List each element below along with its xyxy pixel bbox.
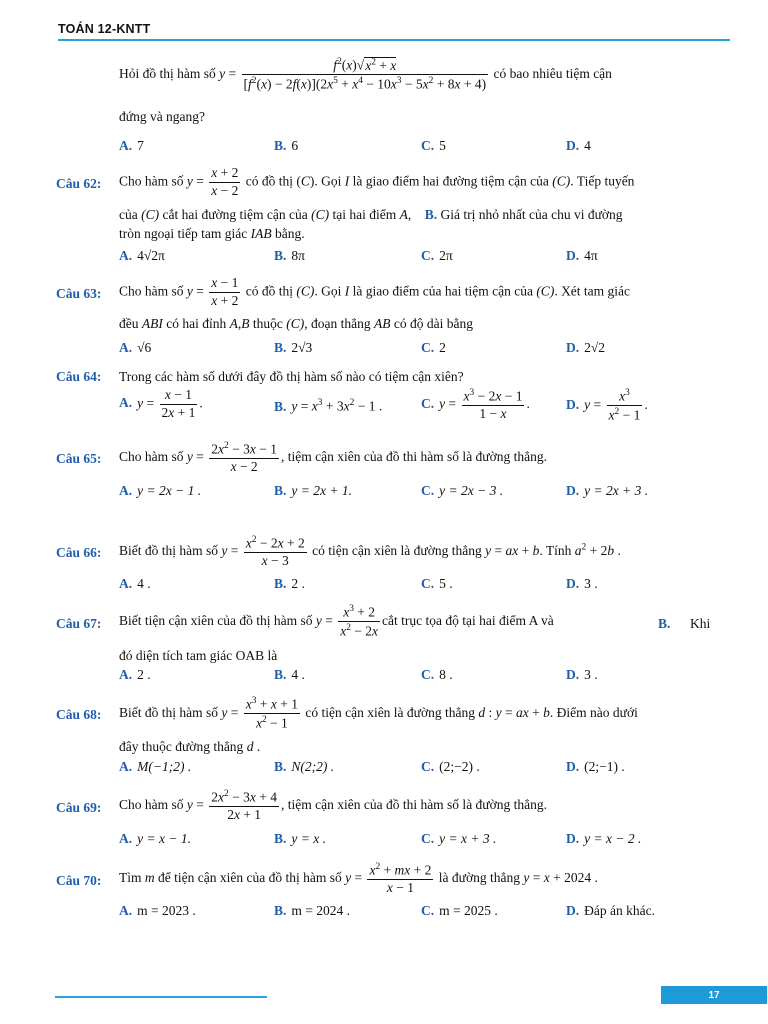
q64-option-a[interactable]: A. y = $\frac{x - 1}{2x + 1}$ . — [119, 387, 203, 420]
q65-label: Câu 65: — [56, 451, 102, 466]
q70-option-a[interactable]: A. m = 2023 . — [119, 903, 196, 918]
q66-option-d[interactable]: D. 3 . — [566, 576, 598, 591]
q67-options — [0, 667, 768, 687]
q67-stem-line2: đó diện tích tam giác OAB là — [119, 648, 278, 663]
q64-stem: Trong các hàm số dưới đây đồ thị hàm số nào có tiệm cận xiên? — [119, 369, 464, 384]
q63-option-c[interactable]: C. 2 — [421, 340, 446, 355]
q66-label: Câu 66: — [56, 545, 102, 560]
q64-option-d[interactable]: D. y = $\frac{x^3}{x^2 - 1}$ . — [566, 388, 648, 423]
q68-stem-line2: đây thuộc đường thẳng d . — [119, 739, 261, 754]
q61-stem: Hỏi đồ thị hàm số y = $\frac{f^2(x)√x^2 + x}{[f^2(x) - 2f(x)](2x^5 + x^4 - 10x^3 - 5x^2 + 8x + 4)}$ có bao nhiêu tiệm cận — [119, 57, 612, 92]
q61-option-a[interactable]: A. 7 — [119, 138, 144, 153]
q65-option-d[interactable]: D. y = 2x + 3 . — [566, 483, 649, 498]
q67-option-d[interactable]: D. 3 . — [566, 667, 598, 682]
q70-option-d[interactable]: D. Đáp án khác. — [566, 903, 655, 918]
q69-stem: Cho hàm số y = $\frac{2x^2 - 3x + 4}{2x + 1}$ , tiệm cận xiên của đồ thi hàm số là đường thẳng. — [119, 789, 548, 823]
q69-option-b[interactable]: B. y = x . — [274, 831, 326, 846]
q63-option-b[interactable]: B. 2√3 — [274, 340, 313, 355]
q62-option-a[interactable]: A. 4√2π — [119, 248, 165, 263]
q67-stem: Biết tiện cận xiên của đồ thị hàm số y = $\frac{x^3 + 2}{x^2 - 2x}$ cắt trục tọa độ tại hai điểm A và — [119, 604, 554, 639]
q61-function: $\frac{f^2(x)√x^2 + x}{[f^2(x) - 2f(x)](2x^5 + x^4 - 10x^3 - 5x^2 + 8x + 4)}$ — [243, 57, 487, 92]
q65-options — [0, 483, 768, 503]
q67-inline-khi: Khi — [690, 616, 711, 631]
q62-stem-line3: tròn ngoại tiếp tam giác IAB bằng. — [119, 226, 305, 241]
q69-option-a[interactable]: A. y = x − 1. — [119, 831, 191, 846]
q66-option-b[interactable]: B. 2 . — [274, 576, 305, 591]
q63-stem: Cho hàm số y = $\frac{x - 1}{x + 2}$ có đồ thị (C). Gọi I là giao điểm của hai tiệm cận của (C). Xét tam giác — [119, 275, 631, 308]
q67-option-b[interactable]: B. 4 . — [274, 667, 305, 682]
q62-option-d[interactable]: D. 4π — [566, 248, 598, 263]
q61-option-d[interactable]: D. 4 — [566, 138, 591, 153]
q68-label: Câu 68: — [56, 707, 102, 722]
q62-stem: Cho hàm số y = $\frac{x + 2}{x - 2}$ có đồ thị (C). Gọi I là giao điểm hai đường tiệm cận của (C). Tiếp tuyến — [119, 165, 635, 198]
q68-option-a[interactable]: A. M(−1;2) . — [119, 759, 192, 774]
q62-stem-line2: của (C) cắt hai đường tiệm cận của (C) tại hai điểm A, B. Giá trị nhỏ nhất của chu vi đường — [119, 207, 623, 222]
q62-option-c[interactable]: C. 2π — [421, 248, 453, 263]
q61-options — [0, 138, 768, 158]
q64-label: Câu 64: — [56, 369, 102, 384]
q68-option-b[interactable]: B. N(2;2) . — [274, 759, 335, 774]
footer-divider — [55, 996, 267, 998]
q62-options — [0, 248, 768, 268]
q68-stem: Biết đồ thị hàm số y = $\frac{x^3 + x + 1}{x^2 - 1}$ có tiện cận xiên là đường thẳng d : y = ax + b. Điểm nào dưới — [119, 696, 638, 731]
q67-label: Câu 67: — [56, 616, 102, 631]
q68-options — [0, 759, 768, 779]
q64-options — [0, 388, 768, 426]
q69-label: Câu 69: — [56, 800, 102, 815]
q63-label: Câu 63: — [56, 286, 102, 301]
q66-options — [0, 576, 768, 596]
q61-stem-line2: đứng và ngang? — [119, 109, 206, 124]
q67-option-a[interactable]: A. 2 . — [119, 667, 151, 682]
q67-inline-b: B. — [658, 616, 671, 631]
q69-options — [0, 831, 768, 851]
q67-option-c[interactable]: C. 8 . — [421, 667, 453, 682]
q66-stem: Biết đồ thị hàm số y = $\frac{x^2 - 2x + 2}{x - 3}$ có tiện cận xiên là đường thẳng y = ax + b. Tính $a^2 + 2b$ . — [119, 535, 621, 569]
q70-label: Câu 70: — [56, 873, 102, 888]
q66-option-c[interactable]: C. 5 . — [421, 576, 453, 591]
q64-option-c[interactable]: C. y = $\frac{x^3 - 2x - 1}{1 - x}$ . — [421, 388, 530, 422]
q70-option-c[interactable]: C. m = 2025 . — [421, 903, 498, 918]
q68-option-c[interactable]: C. (2;−2) . — [421, 759, 480, 774]
page-header-title: TOÁN 12-KNTT — [58, 22, 151, 36]
page-number-badge: 17 — [661, 986, 767, 1004]
q70-option-b[interactable]: B. m = 2024 . — [274, 903, 351, 918]
q63-options — [0, 340, 768, 360]
q61-option-b[interactable]: B. 6 — [274, 138, 299, 153]
q65-option-a[interactable]: A. y = 2x − 1 . — [119, 483, 202, 498]
q62-option-b[interactable]: B. 8π — [274, 248, 305, 263]
q66-option-a[interactable]: A. 4 . — [119, 576, 151, 591]
q70-options — [0, 903, 768, 923]
q70-stem: Tìm m để tiện cận xiên của đồ thị hàm số y = $\frac{x^2 + mx + 2}{x - 1}$ là đường thẳng y = x + 2024 . — [119, 862, 598, 896]
q63-stem-line2: đều ABI có hai đỉnh A,B thuộc (C), đoạn thẳng AB có độ dài bằng — [119, 316, 473, 331]
q65-option-c[interactable]: C. y = 2x − 3 . — [421, 483, 504, 498]
header-divider — [58, 39, 730, 41]
q63-option-d[interactable]: D. 2√2 — [566, 340, 606, 355]
q63-option-a[interactable]: A. √6 — [119, 340, 152, 355]
q65-option-b[interactable]: B. y = 2x + 1. — [274, 483, 352, 498]
q62-label: Câu 62: — [56, 176, 102, 191]
q61-option-c[interactable]: C. 5 — [421, 138, 446, 153]
q69-option-d[interactable]: D. y = x − 2 . — [566, 831, 642, 846]
q64-option-b[interactable]: B. $y = x^3 + 3x^2 - 1$ . — [274, 398, 383, 414]
q68-option-d[interactable]: D. (2;−1) . — [566, 759, 625, 774]
q65-stem: Cho hàm số y = $\frac{2x^2 - 3x - 1}{x - 2}$ , tiệm cận xiên của đồ thi hàm số là đường thẳng. — [119, 441, 548, 475]
q69-option-c[interactable]: C. y = x + 3 . — [421, 831, 497, 846]
